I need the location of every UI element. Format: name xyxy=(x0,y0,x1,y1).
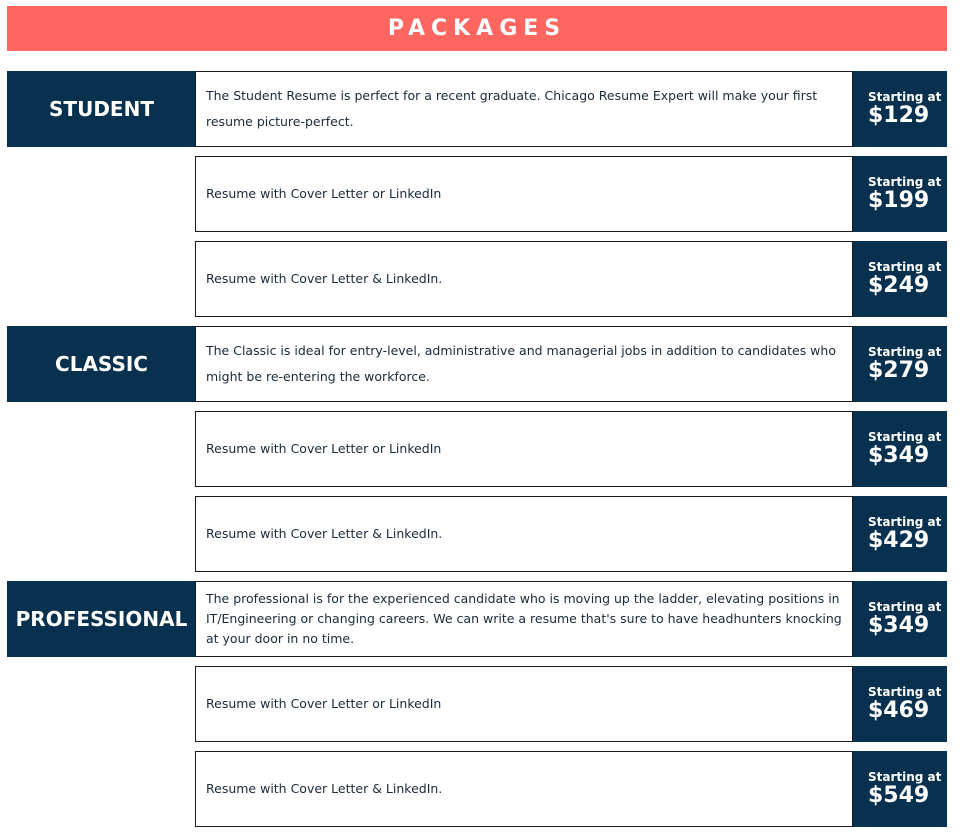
category-label-classic: CLASSIC xyxy=(7,326,196,402)
price-amount: $549 xyxy=(868,783,930,808)
description-text: The professional is for the experienced candidate who is moving up the ladder, elevating positions in IT/Engineering or changing careers. We can write a resume that's sure to have headhunters knocking at your door in no time. xyxy=(206,591,842,646)
price-amount: $429 xyxy=(868,528,930,553)
description-text: The Classic is ideal for entry-level, administrative and managerial jobs in addition to candidates who might be re-entering the workforce. xyxy=(206,343,836,384)
package-description xyxy=(195,666,853,742)
price-amount: $249 xyxy=(868,273,930,298)
price-box xyxy=(853,71,947,147)
description-text: Resume with Cover Letter & LinkedIn. xyxy=(206,781,443,796)
packages-header xyxy=(7,6,947,51)
price-box xyxy=(853,156,947,232)
price-amount: $349 xyxy=(868,613,930,638)
package-row-classic-3 xyxy=(0,496,966,572)
price-label: Starting at xyxy=(868,685,942,699)
package-row-student-2 xyxy=(0,156,966,232)
page-title: PACKAGES xyxy=(387,16,567,41)
package-row-professional-1 xyxy=(0,581,966,657)
price-amount: $279 xyxy=(868,358,930,383)
price-label: Starting at xyxy=(868,345,942,359)
price-label: Starting at xyxy=(868,515,942,529)
price-box xyxy=(853,241,947,317)
package-description xyxy=(195,581,853,657)
price-box xyxy=(853,581,947,657)
package-description xyxy=(195,411,853,487)
price-label: Starting at xyxy=(868,260,942,274)
description-text: Resume with Cover Letter or LinkedIn xyxy=(206,696,442,711)
package-row-professional-2 xyxy=(0,666,966,742)
description-text: Resume with Cover Letter & LinkedIn. xyxy=(206,526,443,541)
price-label: Starting at xyxy=(868,770,942,784)
package-description xyxy=(195,326,853,402)
description-text: Resume with Cover Letter & LinkedIn. xyxy=(206,271,443,286)
price-box xyxy=(853,496,947,572)
price-label: Starting at xyxy=(868,600,942,614)
price-label: Starting at xyxy=(868,175,942,189)
package-row-professional-3 xyxy=(0,751,966,827)
price-box xyxy=(853,411,947,487)
package-description xyxy=(195,496,853,572)
price-box xyxy=(853,666,947,742)
description-text: Resume with Cover Letter or LinkedIn xyxy=(206,441,442,456)
package-description xyxy=(195,156,853,232)
price-label: Starting at xyxy=(868,430,942,444)
package-row-classic-1 xyxy=(0,326,966,402)
description-text: The Student Resume is perfect for a recent graduate. Chicago Resume Expert will make your first resume picture-perfect. xyxy=(206,88,818,129)
category-label-student: STUDENT xyxy=(7,71,196,147)
package-description xyxy=(195,241,853,317)
description-text: Resume with Cover Letter or LinkedIn xyxy=(206,186,442,201)
price-amount: $469 xyxy=(868,698,930,723)
package-row-student-1 xyxy=(0,71,966,147)
price-label: Starting at xyxy=(868,90,942,104)
price-amount: $349 xyxy=(868,443,930,468)
package-row-student-3 xyxy=(0,241,966,317)
package-description xyxy=(195,71,853,147)
price-amount: $129 xyxy=(868,103,930,128)
price-box xyxy=(853,751,947,827)
package-description xyxy=(195,751,853,827)
category-label-professional: PROFESSIONAL xyxy=(7,581,196,657)
price-amount: $199 xyxy=(868,188,930,213)
price-box xyxy=(853,326,947,402)
package-row-classic-2 xyxy=(0,411,966,487)
